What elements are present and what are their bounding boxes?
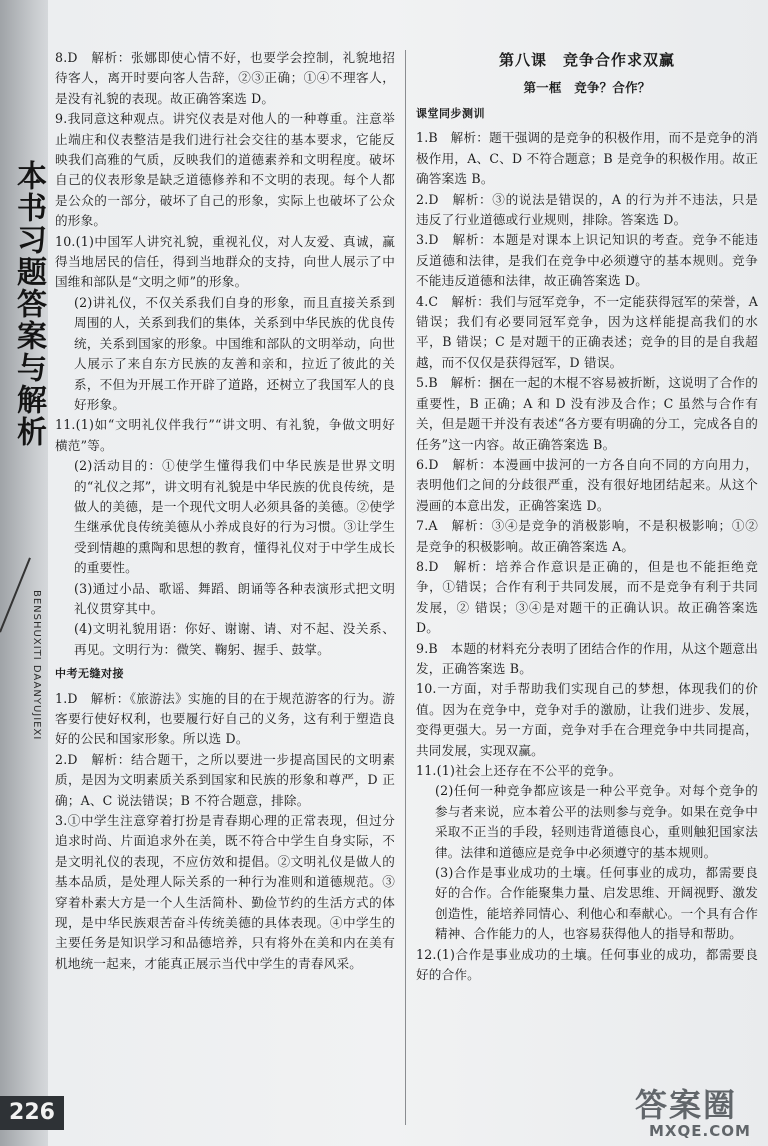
class-answer-7: 7.A 解析：③④是竞争的消极影响，不是积极影响；①② 是竞争的积极影响。故正确答案选 A。 — [416, 518, 758, 554]
spine-title: 本书习题答案与解析 — [11, 160, 46, 448]
answer-8: 8.D 解析：张娜即使心情不好，也要学会控制，礼貌地招待客人，离开时要向客人告辞，②③正确；①④不理客人，是没有礼貌的表现。故正确答案选 D。 — [55, 50, 395, 106]
spine-subtitle: BENSHUXITI DAANYUJIEXI — [31, 590, 42, 741]
class-answer-8: 8.D 解析：培养合作意识是正确的，但是也不能拒绝竞争，①错误；合作有利于共同发展，而不是竞争有利于共同发展，② 错误；③④是对题干的正确认识。故正确答案选 D。 — [416, 558, 758, 636]
right-column — [416, 48, 758, 985]
class-answer-3: 3.D 解析：本题是对课本上识记知识的考查。竞争不能违反道德和法律，是我们在竞争中必须遵守的基本规则。竞争不能违反道德和法律，故正确答案选 D。 — [416, 232, 758, 289]
class-answer-11-2: (2)任何一种竞争都应该是一种公平竞争。对每个竞争的参与者来说，应本着公平的法则参与竞争。如果在竞争中采取不正当的手段，轻则违背道德良心，重则触犯国家法律。法律和道德应是竞争中必须遵守的基本规则。 — [435, 783, 758, 860]
exam-answer-2: 2.D 解析：结合题干，之所以要进一步提高国民的文明素质，是因为文明素质关系到国家和民族的形象和尊严，D 正确；A、C 说法错误；B 不符合题意，排除。 — [55, 751, 395, 808]
spine-band — [0, 0, 48, 1146]
left-column — [55, 48, 395, 974]
column-divider — [405, 50, 406, 1125]
class-answer-4: 4.C 解析：我们与冠军竞争，不一定能获得冠军的荣誉，A 错误；我们有必要同冠军竞争，因为这样能提高我们的水平，B 错误；C 是对题干的正确表述；竞争的目的是自我超越，而不仅仅是获得冠军，D 错误。 — [416, 293, 758, 370]
exam-answer-3: 3.①中学生注意穿着打扮是青春期心理的正常表现，但过分追求时尚、片面追求外在美，既不符合中学生自身实际，不是文明礼仪的表现，不应仿效和提倡。②文明礼仪是做人的基本品质，是处理人际关系的一种行为准则和道德规范。③穿着朴素大方是一个人生活简朴、勤俭节约的生活方式的体现，是中华民族艰苦奋斗传统美德的具体表现。④中学生的主要任务是知识学习和品德培养，只有将外在美和内在美有机地统一起来，才能真正展示当代中学生的青春风采。 — [55, 813, 395, 971]
answer-9: 9.我同意这种观点。讲究仪表是对他人的一种尊重。注意举止端庄和仪表整洁是我们进行社会交往的基本要求，它能反映我们高雅的气质，反映我们的道德素养和文明程度。破坏自己的仪表形象是缺乏道德修养和不文明的表现。每个人都是公众的一部分，破坏了自己的形象，实际上也破坏了公众的形象。 — [55, 111, 395, 229]
frame-title: 第一框 竞争？合作？ — [523, 80, 651, 95]
class-answer-6: 6.D 解析：本漫画中拔河的一方各自向不同的方向用力，表明他们之间的分歧很严重，没有很好地团结起来。从这个漫画的本意出发，正确答案选 D。 — [416, 456, 758, 513]
exam-answer-1: 1.D 解析：《旅游法》实施的目的在于规范游客的行为。游客要行使好权利，也要履行好自己的义务，这有利于塑造良好的公民和国家形象。所以选 D。 — [55, 690, 395, 747]
watermark-logo — [635, 1080, 761, 1142]
class-answer-11-1: 11.(1)社会上还存在不公平的竞争。 — [416, 763, 622, 778]
page-number: 226 — [0, 1096, 64, 1130]
answer-11-1: 11.(1)如“文明礼仪伴我行”“讲文明、有礼貌，争做文明好横范”等。 — [55, 417, 395, 453]
answer-11-4: (4)文明礼貌用语：你好、谢谢、请、对不起、没关系、再见。文明行为：微笑、鞠躬、握手、鼓掌。 — [74, 621, 395, 657]
section-heading-exam: 中考无缝对接 — [55, 667, 124, 681]
class-answer-5: 5.B 解析：捆在一起的木棍不容易被折断，这说明了合作的重要性，B 正确；A 和 D 没有涉及合作；C 虽然与合作有关，但是题干并没有表述“各方要有明确的分工，完成各自的任务”这一内容。故正确答案选 B。 — [416, 375, 758, 452]
lesson-title: 第八课 竞争合作求双赢 — [498, 51, 675, 69]
section-heading-class: 课堂同步测训 — [416, 107, 485, 120]
answer-10-1: 10.(1)中国军人讲究礼貌，重视礼仪，对人友爱、真诚，赢得当地居民的信任，得到当地群众的支持，向世人展示了中国维和部队是“文明之师”的形象。 — [55, 233, 395, 290]
watermark-url: MXQE.COM — [649, 1122, 751, 1140]
class-answer-9: 9.B 本题的材料充分表明了团结合作的作用，从这个题意出发，正确答案选 B。 — [416, 640, 758, 676]
answer-11-2: (2)活动目的：①使学生懂得我们中华民族是世界文明的“礼仪之邦”，讲文明有礼貌是中华民族的优良传统，是做人的美德，是一个现代文明人必须具备的美德。②使学生继承优良传统美德从小养成良好的行为习惯。③让学生受到情趣的熏陶和思想的教育，懂得礼仪对于中学生成长的重要性。 — [74, 458, 395, 576]
answer-10-2: (2)讲礼仪，不仅关系我们自身的形象，而且直接关系到周围的人，关系到我们的集体，关系到中华民族的优良传统，关系到国家的形象。中国维和部队的文明举动，向世人展示了来自东方民族的友善和亲和，拉近了彼此的关系，不但为开展工作开辟了道路，还树立了我国军人的良好形象。 — [74, 294, 395, 412]
class-answer-10: 10.一方面，对手帮助我们实现自己的梦想，体现我们的价值。因为在竞争中，竞争对手的激励，让我们进步、发展，变得更强大。另一方面，竞争对手在合理竞争中共同提高，共同发展，实现双赢。 — [416, 681, 758, 758]
class-answer-12: 12.(1)合作是事业成功的土壤。任何事业的成功，都需要良好的合作。 — [416, 946, 758, 983]
class-answer-1: 1.B 解析：题干强调的是竞争的积极作用，而不是竞争的消极作用，A、C、D 不符合题意；B 是竞争的积极作用。故正确答案选 B。 — [416, 130, 758, 187]
answer-11-3: (3)通过小品、歌谣、舞蹈、朗诵等各种表演形式把文明礼仪贯穿其中。 — [74, 580, 395, 616]
class-answer-11-3: (3)合作是事业成功的土壤。任何事业的成功，都需要良好的合作。合作能聚集力量、启发思维、开阔视野、激发创造性，能培养同情心、利他心和奉献心。一个具有合作精神、合作能力的人，也容易获得他人的指导和帮助。 — [435, 865, 758, 942]
class-answer-2: 2.D 解析：③的说法是错误的，A 的行为并不违法，只是违反了行业道德或行业规则，排除。答案选 D。 — [416, 191, 758, 228]
watermark-text: 答案圈 — [635, 1086, 738, 1124]
